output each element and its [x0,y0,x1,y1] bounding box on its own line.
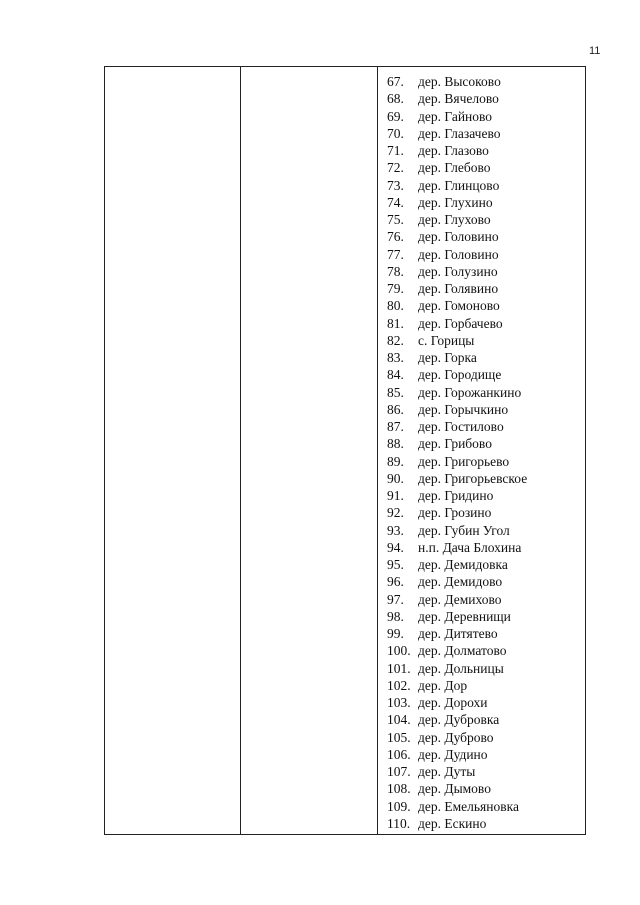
item-number: 103. [387,695,411,710]
item-name: дер. Дуброво [418,729,494,745]
item-name: дер. Гридино [418,488,494,503]
list-item [387,194,527,211]
item-name: дер. Дубровка [418,712,500,728]
item-number: 90. [387,470,404,486]
item-number: 91. [387,488,404,503]
item-name: дер. Голявино [418,281,499,296]
item-number: 79. [387,281,404,296]
item-name: н.п. Дача Блохина [418,539,522,555]
item-name: дер. Демидово [418,574,503,590]
item-name: дер. Головино [418,246,499,262]
item-name: дер. Горка [418,350,477,365]
list-item [387,159,527,176]
item-number: 104. [387,712,411,728]
list-item [387,228,527,245]
list-item [387,470,527,487]
item-name: дер. Высоково [418,74,501,89]
list-item [387,108,527,125]
item-number: 95. [387,557,404,572]
item-name: дер. Горычкино [418,401,509,417]
item-name: дер. Грозино [418,505,492,521]
item-number: 98. [387,608,404,624]
settlement-list [387,73,527,832]
list-item [387,677,527,694]
list-item [387,711,527,728]
item-number: 69. [387,108,404,124]
list-item [387,539,527,556]
item-number: 88. [387,436,404,452]
item-number: 72. [387,160,404,176]
item-name: дер. Головино [418,229,499,245]
item-number: 106. [387,746,411,762]
list-item [387,453,527,470]
item-number: 94. [387,539,404,555]
list-item [387,660,527,677]
list-item [387,401,527,418]
item-number: 83. [387,350,404,365]
item-name: дер. Деревнищи [418,608,511,624]
list-item [387,142,527,159]
item-number: 86. [387,401,404,417]
item-name: дер. Городище [418,367,502,383]
item-number: 109. [387,798,411,814]
item-number: 100. [387,643,411,659]
item-number: 105. [387,729,411,745]
item-number: 99. [387,626,404,641]
table-column-divider [240,67,241,834]
table-column-divider [377,67,378,834]
item-name: дер. Дор [418,677,468,693]
item-number: 101. [387,660,411,676]
item-name: дер. Глазачево [418,125,501,141]
item-number: 75. [387,212,404,227]
item-number: 76. [387,229,404,245]
list-item [387,591,527,608]
list-item [387,642,527,659]
item-name: дер. Дымово [418,781,491,797]
item-number: 70. [387,125,404,141]
item-number: 67. [387,74,404,89]
list-item [387,177,527,194]
item-name: дер. Дуты [418,764,476,779]
item-number: 93. [387,522,404,538]
item-number: 78. [387,263,404,279]
list-item [387,349,527,366]
item-name: дер. Горожанкино [418,384,522,400]
item-name: дер. Горбачево [418,315,503,331]
item-name: дер. Грибово [418,436,492,452]
list-item [387,90,527,107]
item-name: дер. Глебово [418,160,491,176]
item-number: 74. [387,194,404,210]
list-item [387,608,527,625]
list-item [387,366,527,383]
list-item [387,798,527,815]
item-number: 92. [387,505,404,521]
list-item [387,694,527,711]
item-name: дер. Дольницы [418,660,504,676]
settlements-table [104,66,586,835]
item-name: дер. Гомоново [418,298,500,314]
list-item [387,780,527,797]
list-item [387,763,527,780]
item-number: 108. [387,781,411,797]
item-number: 77. [387,246,404,262]
item-number: 84. [387,367,404,383]
item-name: дер. Емельяновка [418,798,519,814]
item-number: 85. [387,384,404,400]
list-item [387,263,527,280]
item-name: дер. Глухино [418,194,493,210]
list-item [387,487,527,504]
list-item [387,522,527,539]
item-name: дер. Долматово [418,643,507,659]
list-item [387,246,527,263]
item-number: 71. [387,143,404,158]
list-item [387,73,527,90]
item-name: дер. Демихово [418,591,502,607]
list-item [387,815,527,832]
list-item [387,729,527,746]
item-number: 107. [387,764,411,779]
item-name: дер. Григорьево [418,453,510,469]
item-name: дер. Гостилово [418,419,504,434]
item-number: 110. [387,815,411,831]
item-number: 89. [387,453,404,469]
list-item [387,418,527,435]
item-name: дер. Вячелово [418,91,499,107]
item-name: дер. Глинцово [418,177,500,193]
item-name: дер. Губин Угол [418,522,510,538]
list-item [387,384,527,401]
list-item [387,746,527,763]
list-item [387,125,527,142]
item-name: дер. Глухово [418,212,491,227]
page-number: 11 [589,45,601,57]
item-number: 97. [387,591,404,607]
list-item [387,435,527,452]
list-item [387,315,527,332]
item-name: дер. Глазово [418,143,489,158]
item-name: дер. Гайново [418,108,493,124]
list-item [387,297,527,314]
list-item [387,280,527,297]
item-name: дер. Дитятево [418,626,498,641]
item-name: дер. Дорохи [418,695,488,710]
list-item [387,504,527,521]
list-item [387,573,527,590]
item-name: дер. Ескино [418,815,487,831]
item-name: дер. Демидовка [418,557,508,572]
item-number: 68. [387,91,404,107]
item-name: дер. Дудино [418,746,488,762]
list-item [387,625,527,642]
list-item [387,211,527,228]
item-number: 81. [387,315,404,331]
item-name: дер. Григорьевское [418,470,528,486]
item-number: 82. [387,332,404,348]
item-number: 73. [387,177,404,193]
item-number: 102. [387,677,411,693]
item-number: 80. [387,298,404,314]
item-number: 87. [387,419,404,434]
item-name: дер. Голузино [418,263,498,279]
item-number: 96. [387,574,404,590]
list-item [387,556,527,573]
item-name: с. Горицы [418,332,475,348]
list-item [387,332,527,349]
